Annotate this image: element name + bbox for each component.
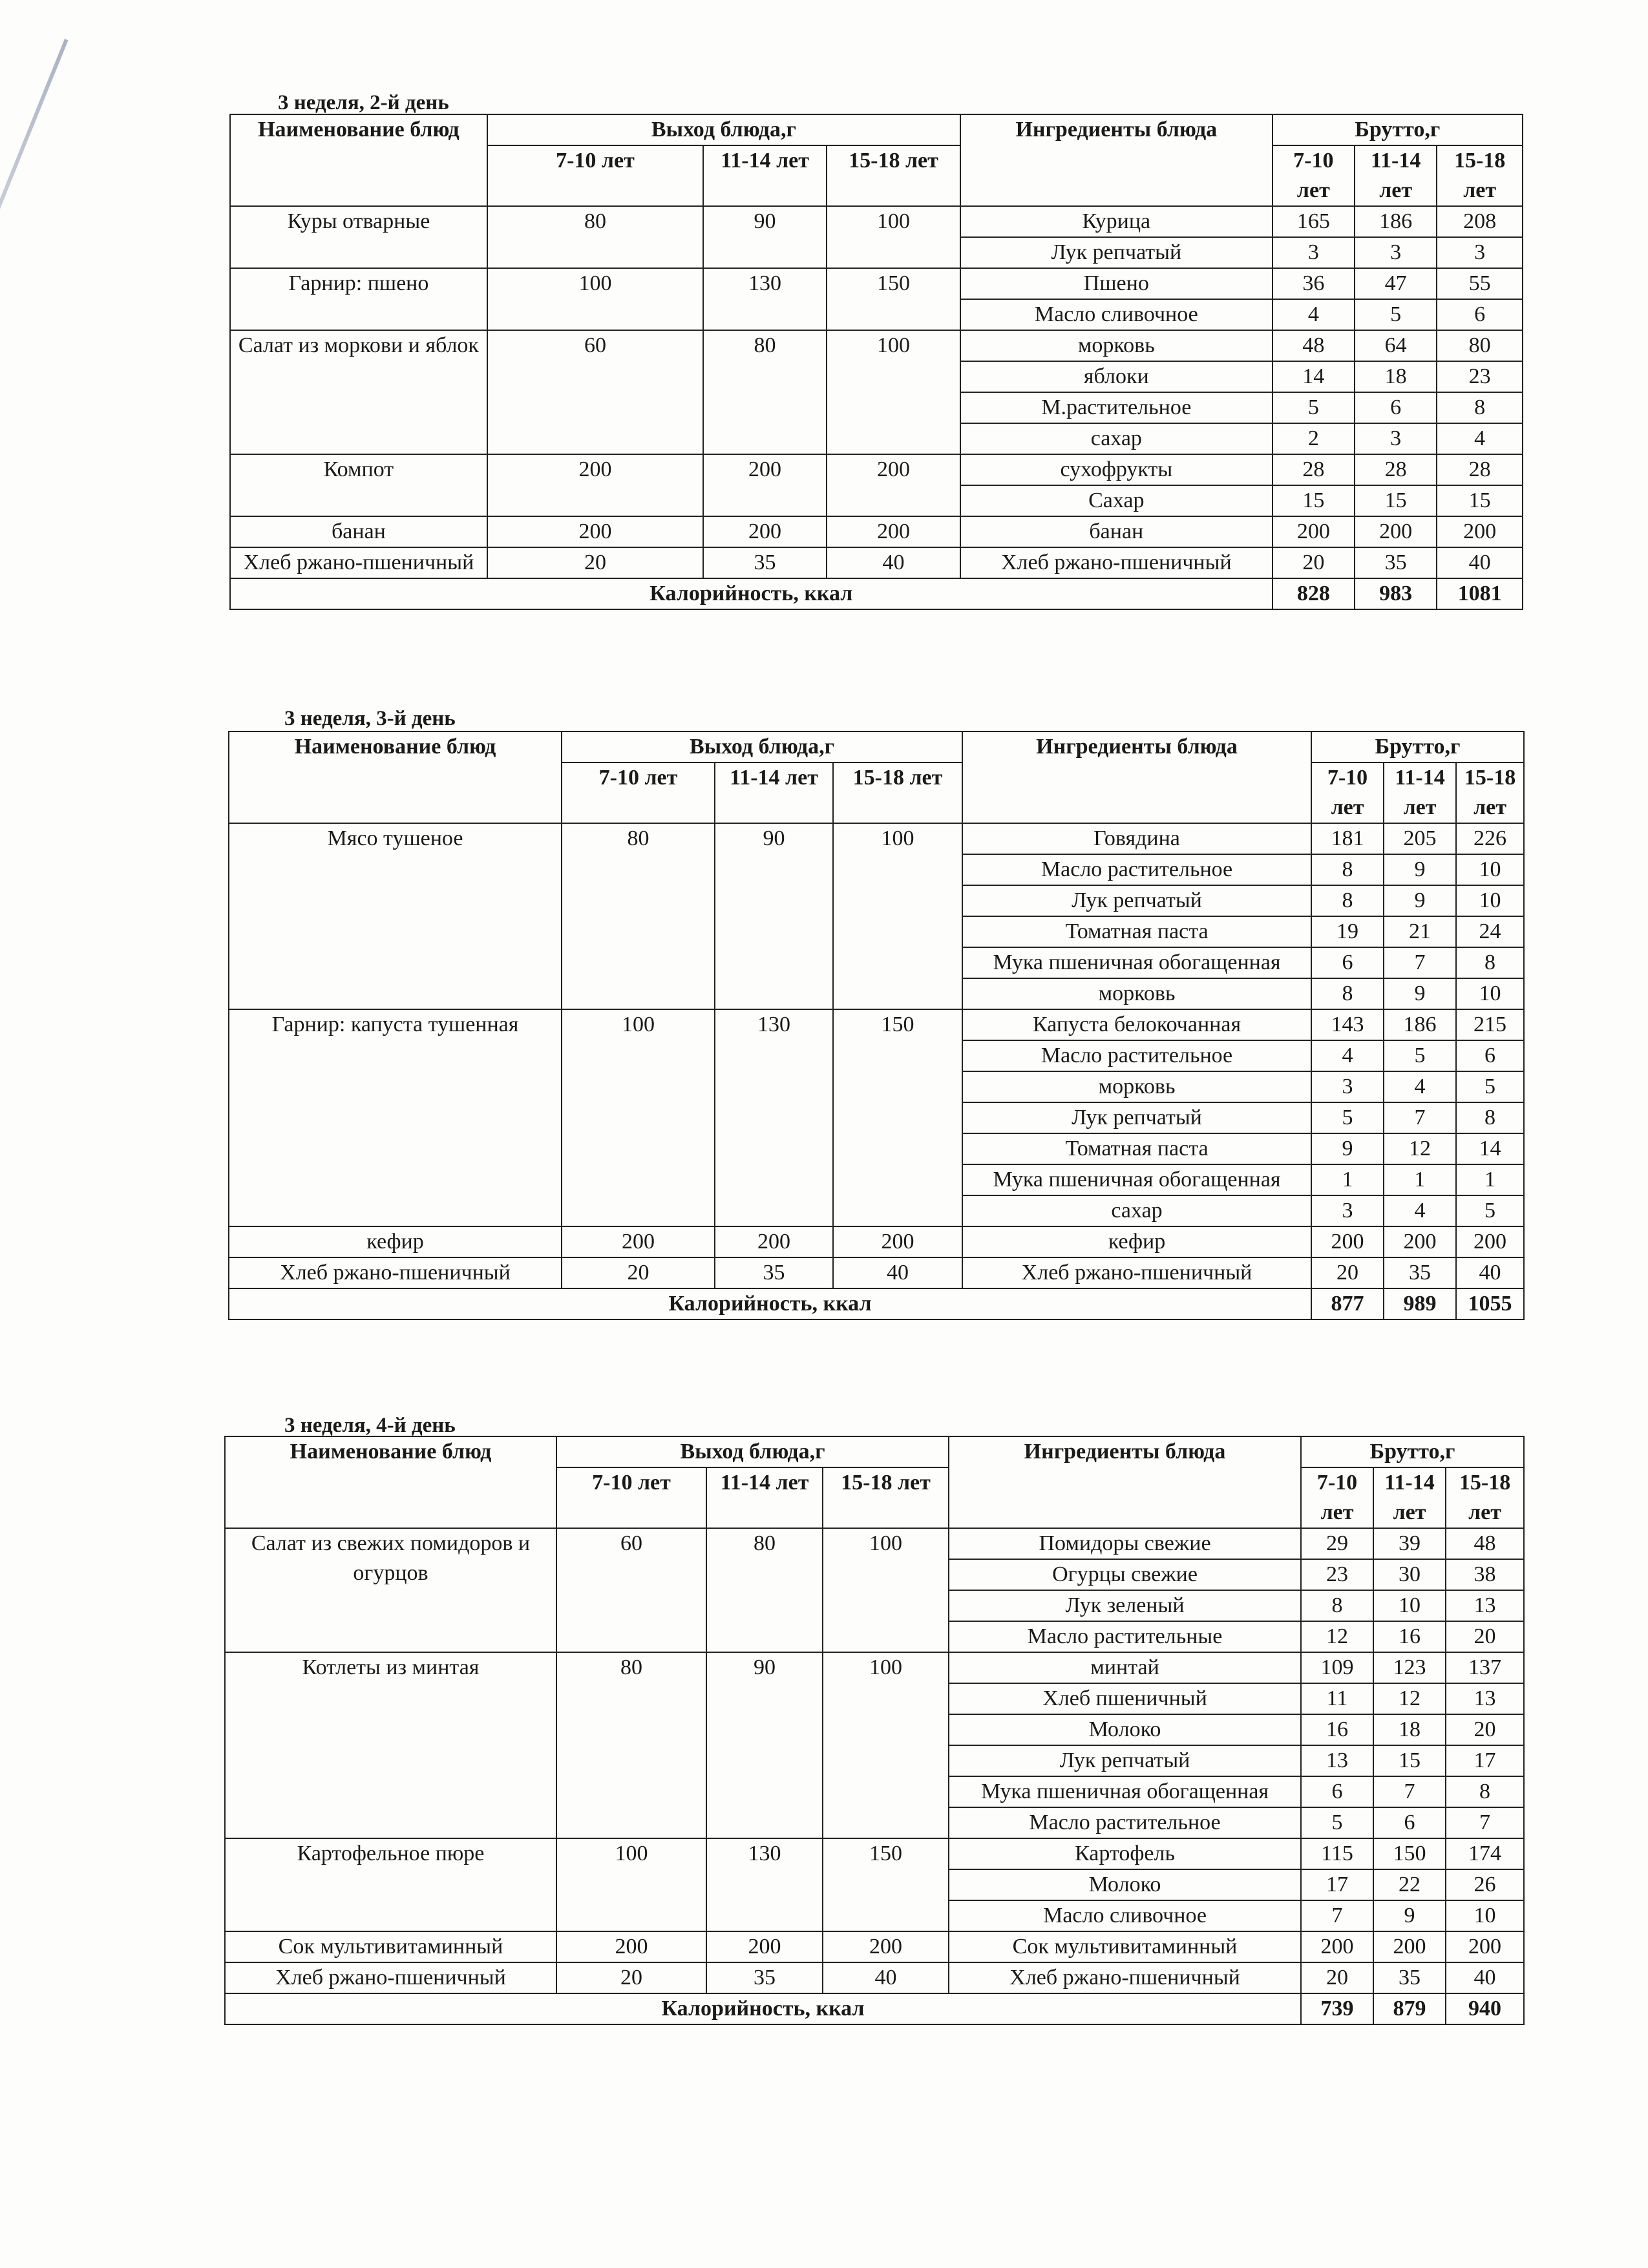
dish-name: Сок мультивитаминный xyxy=(225,1931,556,1962)
ingredient-gross-3: 208 xyxy=(1437,206,1523,237)
ingredient-gross-1: 200 xyxy=(1273,516,1355,547)
ingredient-gross-2: 10 xyxy=(1373,1590,1446,1621)
ingredient-gross-3: 10 xyxy=(1446,1900,1524,1931)
day-title-week3-day3: 3 неделя, 3-й день xyxy=(284,707,456,730)
dish-yield-1: 20 xyxy=(487,547,703,578)
ingredient-gross-1: 6 xyxy=(1311,947,1384,978)
dish-name: Мясо тушеное xyxy=(229,823,562,1009)
header-ingredients: Ингредиенты блюда xyxy=(962,731,1311,823)
ingredient-gross-1: 8 xyxy=(1311,854,1384,885)
ingredient-gross-2: 9 xyxy=(1384,854,1456,885)
dish-yield-1: 200 xyxy=(556,1931,706,1962)
header-yield-age2: 11-14 лет xyxy=(706,1467,823,1528)
dish-yield-2: 130 xyxy=(706,1838,823,1931)
ingredient-name: сахар xyxy=(960,423,1273,454)
ingredient-gross-3: 6 xyxy=(1456,1040,1524,1071)
ingredient-gross-2: 64 xyxy=(1355,330,1437,361)
ingredient-gross-2: 22 xyxy=(1373,1869,1446,1900)
ingredient-gross-3: 38 xyxy=(1446,1559,1524,1590)
ingredient-gross-1: 3 xyxy=(1273,237,1355,268)
dish-yield-2: 35 xyxy=(715,1257,833,1288)
table-row xyxy=(229,1257,1524,1288)
ingredient-gross-3: 26 xyxy=(1446,1869,1524,1900)
ingredient-gross-2: 4 xyxy=(1384,1195,1456,1226)
dish-yield-3: 200 xyxy=(833,1226,962,1257)
header-row xyxy=(225,1436,1524,1467)
header-gross: Брутто,г xyxy=(1311,731,1524,762)
ingredient-gross-2: 18 xyxy=(1355,361,1437,392)
header-dish-name: Наименование блюд xyxy=(229,731,562,823)
ingredient-gross-3: 5 xyxy=(1456,1071,1524,1102)
ingredient-gross-2: 200 xyxy=(1355,516,1437,547)
ingredient-gross-3: 3 xyxy=(1437,237,1523,268)
dish-yield-3: 100 xyxy=(827,206,960,268)
header-ingredients: Ингредиенты блюда xyxy=(960,114,1273,206)
ingredient-name: морковь xyxy=(962,978,1311,1009)
table-row xyxy=(230,454,1523,485)
ingredient-gross-1: 20 xyxy=(1273,547,1355,578)
ingredient-gross-2: 15 xyxy=(1355,485,1437,516)
ingredient-gross-1: 115 xyxy=(1301,1838,1373,1869)
ingredient-gross-2: 150 xyxy=(1373,1838,1446,1869)
total-calories-value: 879 xyxy=(1373,1993,1446,2024)
ingredient-gross-1: 13 xyxy=(1301,1745,1373,1776)
dish-yield-2: 90 xyxy=(706,1652,823,1838)
dish-yield-2: 200 xyxy=(703,454,827,516)
ingredient-gross-2: 15 xyxy=(1373,1745,1446,1776)
dish-yield-2: 200 xyxy=(715,1226,833,1257)
ingredient-name: Лук репчатый xyxy=(962,885,1311,916)
dish-yield-1: 60 xyxy=(556,1528,706,1652)
ingredient-gross-3: 20 xyxy=(1446,1714,1524,1745)
ingredient-gross-2: 186 xyxy=(1384,1009,1456,1040)
ingredient-gross-1: 28 xyxy=(1273,454,1355,485)
ingredient-gross-3: 200 xyxy=(1456,1226,1524,1257)
ingredient-name: Лук зеленый xyxy=(949,1590,1301,1621)
ingredient-gross-2: 200 xyxy=(1373,1931,1446,1962)
ingredient-name: Говядина xyxy=(962,823,1311,854)
ingredient-gross-2: 3 xyxy=(1355,423,1437,454)
ingredient-gross-3: 200 xyxy=(1446,1931,1524,1962)
dish-yield-3: 150 xyxy=(827,268,960,330)
ingredient-gross-2: 5 xyxy=(1384,1040,1456,1071)
ingredient-gross-3: 40 xyxy=(1437,547,1523,578)
dish-yield-3: 40 xyxy=(823,1962,949,1993)
ingredient-gross-3: 28 xyxy=(1437,454,1523,485)
header-yield-age1: 7-10 лет xyxy=(487,145,703,206)
ingredient-name: Сок мультивитаминный xyxy=(949,1931,1301,1962)
ingredient-name: М.растительное xyxy=(960,392,1273,423)
dish-yield-2: 90 xyxy=(715,823,833,1009)
ingredient-gross-2: 30 xyxy=(1373,1559,1446,1590)
dish-yield-2: 35 xyxy=(703,547,827,578)
ingredient-name: Хлеб ржано-пшеничный xyxy=(949,1962,1301,1993)
ingredient-name: морковь xyxy=(962,1071,1311,1102)
header-yield-age3: 15-18 лет xyxy=(833,762,962,823)
ingredient-name: Хлеб ржано-пшеничный xyxy=(962,1257,1311,1288)
ingredient-gross-2: 186 xyxy=(1355,206,1437,237)
table-row xyxy=(229,1009,1524,1040)
header-gross-age1: 7-10 лет xyxy=(1311,762,1384,823)
ingredient-gross-1: 5 xyxy=(1301,1807,1373,1838)
dish-yield-1: 80 xyxy=(487,206,703,268)
header-gross-age3: 15-18 лет xyxy=(1456,762,1524,823)
ingredient-name: Масло сливочное xyxy=(949,1900,1301,1931)
dish-yield-1: 100 xyxy=(487,268,703,330)
ingredient-gross-1: 14 xyxy=(1273,361,1355,392)
table-row xyxy=(225,1962,1524,1993)
ingredient-name: Масло растительные xyxy=(949,1621,1301,1652)
ingredient-gross-3: 20 xyxy=(1446,1621,1524,1652)
day-title-week3-day2: 3 неделя, 2-й день xyxy=(278,91,449,114)
ingredient-gross-1: 48 xyxy=(1273,330,1355,361)
dish-name: Гарнир: пшено xyxy=(230,268,487,330)
ingredient-gross-1: 2 xyxy=(1273,423,1355,454)
ingredient-gross-1: 3 xyxy=(1311,1195,1384,1226)
dish-yield-2: 90 xyxy=(703,206,827,268)
dish-name: Котлеты из минтая xyxy=(225,1652,556,1838)
dish-yield-3: 100 xyxy=(823,1528,949,1652)
dish-yield-1: 20 xyxy=(562,1257,715,1288)
ingredient-name: Курица xyxy=(960,206,1273,237)
ingredient-gross-1: 4 xyxy=(1311,1040,1384,1071)
dish-name: Гарнир: капуста тушенная xyxy=(229,1009,562,1226)
header-yield: Выход блюда,г xyxy=(562,731,962,762)
header-gross-age2: 11-14 лет xyxy=(1384,762,1456,823)
ingredient-gross-1: 36 xyxy=(1273,268,1355,299)
ingredient-gross-3: 8 xyxy=(1446,1776,1524,1807)
dish-yield-2: 200 xyxy=(706,1931,823,1962)
ingredient-name: Мука пшеничная обогащенная xyxy=(949,1776,1301,1807)
header-row xyxy=(229,731,1524,762)
ingredient-gross-2: 9 xyxy=(1384,978,1456,1009)
ingredient-gross-3: 10 xyxy=(1456,978,1524,1009)
ingredient-name: Масло сливочное xyxy=(960,299,1273,330)
ingredient-name: Лук репчатый xyxy=(962,1102,1311,1133)
ingredient-name: минтай xyxy=(949,1652,1301,1683)
ingredient-gross-3: 174 xyxy=(1446,1838,1524,1869)
header-yield-age3: 15-18 лет xyxy=(827,145,960,206)
ingredient-name: Томатная паста xyxy=(962,916,1311,947)
ingredient-gross-2: 5 xyxy=(1355,299,1437,330)
total-calories-value: 1081 xyxy=(1437,578,1523,609)
ingredient-name: Лук репчатый xyxy=(960,237,1273,268)
ingredient-gross-2: 1 xyxy=(1384,1164,1456,1195)
ingredient-gross-3: 14 xyxy=(1456,1133,1524,1164)
ingredient-name: сухофрукты xyxy=(960,454,1273,485)
ingredient-name: Лук репчатый xyxy=(949,1745,1301,1776)
total-calories-label: Калорийность, ккал xyxy=(230,578,1273,609)
ingredient-gross-1: 11 xyxy=(1301,1683,1373,1714)
dish-yield-2: 130 xyxy=(715,1009,833,1226)
ingredient-name: Помидоры свежие xyxy=(949,1528,1301,1559)
ingredient-gross-3: 55 xyxy=(1437,268,1523,299)
dish-yield-1: 200 xyxy=(562,1226,715,1257)
ingredient-gross-1: 5 xyxy=(1311,1102,1384,1133)
ingredient-gross-2: 9 xyxy=(1384,885,1456,916)
menu-table-week3-day2 xyxy=(229,114,1523,610)
header-gross-age2: 11-14 лет xyxy=(1355,145,1437,206)
ingredient-name: Масло растительное xyxy=(949,1807,1301,1838)
dish-name: Картофельное пюре xyxy=(225,1838,556,1931)
ingredient-gross-1: 8 xyxy=(1311,885,1384,916)
ingredient-gross-3: 13 xyxy=(1446,1590,1524,1621)
dish-yield-1: 20 xyxy=(556,1962,706,1993)
ingredient-gross-1: 8 xyxy=(1311,978,1384,1009)
dish-yield-1: 100 xyxy=(562,1009,715,1226)
ingredient-gross-3: 137 xyxy=(1446,1652,1524,1683)
ingredient-gross-3: 6 xyxy=(1437,299,1523,330)
table-row xyxy=(230,547,1523,578)
header-dish-name: Наименование блюд xyxy=(230,114,487,206)
ingredient-gross-3: 15 xyxy=(1437,485,1523,516)
ingredient-gross-2: 12 xyxy=(1373,1683,1446,1714)
total-calories-value: 983 xyxy=(1355,578,1437,609)
dish-yield-1: 100 xyxy=(556,1838,706,1931)
ingredient-gross-1: 200 xyxy=(1311,1226,1384,1257)
header-gross: Брутто,г xyxy=(1301,1436,1524,1467)
ingredient-gross-3: 5 xyxy=(1456,1195,1524,1226)
total-calories-value: 989 xyxy=(1384,1288,1456,1319)
ingredient-name: Мука пшеничная обогащенная xyxy=(962,947,1311,978)
dish-yield-1: 200 xyxy=(487,454,703,516)
ingredient-gross-1: 16 xyxy=(1301,1714,1373,1745)
ingredient-name: Масло растительное xyxy=(962,854,1311,885)
header-yield-age1: 7-10 лет xyxy=(562,762,715,823)
header-gross-age2: 11-14 лет xyxy=(1373,1467,1446,1528)
ingredient-gross-2: 7 xyxy=(1384,947,1456,978)
ingredient-name: Капуста белокочанная xyxy=(962,1009,1311,1040)
ingredient-name: сахар xyxy=(962,1195,1311,1226)
ingredient-gross-2: 4 xyxy=(1384,1071,1456,1102)
day-title-week3-day4: 3 неделя, 4-й день xyxy=(284,1414,456,1437)
dish-yield-3: 100 xyxy=(833,823,962,1009)
dish-name: Хлеб ржано-пшеничный xyxy=(225,1962,556,1993)
ingredient-name: кефир xyxy=(962,1226,1311,1257)
ingredient-gross-1: 6 xyxy=(1301,1776,1373,1807)
ingredient-gross-1: 15 xyxy=(1273,485,1355,516)
dish-yield-2: 80 xyxy=(703,330,827,454)
ingredient-gross-3: 8 xyxy=(1456,1102,1524,1133)
header-gross-age1: 7-10 лет xyxy=(1301,1467,1373,1528)
ingredient-gross-1: 8 xyxy=(1301,1590,1373,1621)
ingredient-gross-2: 9 xyxy=(1373,1900,1446,1931)
ingredient-name: Огурцы свежие xyxy=(949,1559,1301,1590)
dish-yield-1: 80 xyxy=(562,823,715,1009)
header-row xyxy=(230,114,1523,145)
table-row xyxy=(230,516,1523,547)
ingredient-gross-1: 1 xyxy=(1311,1164,1384,1195)
dish-name: Хлеб ржано-пшеничный xyxy=(230,547,487,578)
ingredient-gross-2: 35 xyxy=(1384,1257,1456,1288)
menu-table-week3-day4 xyxy=(224,1436,1525,2025)
ingredient-gross-1: 109 xyxy=(1301,1652,1373,1683)
total-row xyxy=(225,1993,1524,2024)
ingredient-gross-2: 35 xyxy=(1373,1962,1446,1993)
ingredient-gross-1: 9 xyxy=(1311,1133,1384,1164)
ingredient-gross-3: 7 xyxy=(1446,1807,1524,1838)
ingredient-gross-3: 80 xyxy=(1437,330,1523,361)
ingredient-gross-3: 40 xyxy=(1446,1962,1524,1993)
total-calories-value: 1055 xyxy=(1456,1288,1524,1319)
ingredient-name: банан xyxy=(960,516,1273,547)
header-gross: Брутто,г xyxy=(1273,114,1523,145)
table-row xyxy=(230,206,1523,237)
ingredient-gross-1: 19 xyxy=(1311,916,1384,947)
ingredient-gross-1: 12 xyxy=(1301,1621,1373,1652)
ingredient-gross-1: 200 xyxy=(1301,1931,1373,1962)
ingredient-gross-2: 200 xyxy=(1384,1226,1456,1257)
ingredient-name: Молоко xyxy=(949,1869,1301,1900)
dish-yield-2: 200 xyxy=(703,516,827,547)
table-row xyxy=(225,1838,1524,1869)
dish-yield-3: 150 xyxy=(823,1838,949,1931)
dish-yield-1: 60 xyxy=(487,330,703,454)
table-row xyxy=(225,1652,1524,1683)
ingredient-gross-3: 23 xyxy=(1437,361,1523,392)
ingredient-gross-1: 23 xyxy=(1301,1559,1373,1590)
ingredient-gross-3: 10 xyxy=(1456,885,1524,916)
ingredient-gross-1: 3 xyxy=(1311,1071,1384,1102)
ingredient-gross-3: 13 xyxy=(1446,1683,1524,1714)
header-ingredients: Ингредиенты блюда xyxy=(949,1436,1301,1528)
header-dish-name: Наименование блюд xyxy=(225,1436,556,1528)
table-row xyxy=(230,330,1523,361)
table-row xyxy=(225,1931,1524,1962)
total-calories-label: Калорийность, ккал xyxy=(229,1288,1311,1319)
ingredient-gross-2: 47 xyxy=(1355,268,1437,299)
ingredient-gross-1: 4 xyxy=(1273,299,1355,330)
table-row xyxy=(225,1528,1524,1559)
header-yield: Выход блюда,г xyxy=(556,1436,949,1467)
table-row xyxy=(230,268,1523,299)
ingredient-name: Томатная паста xyxy=(962,1133,1311,1164)
ingredient-name: Хлеб ржано-пшеничный xyxy=(960,547,1273,578)
ingredient-gross-1: 143 xyxy=(1311,1009,1384,1040)
ingredient-gross-3: 8 xyxy=(1437,392,1523,423)
dish-yield-1: 200 xyxy=(487,516,703,547)
ingredient-gross-3: 10 xyxy=(1456,854,1524,885)
ingredient-gross-2: 123 xyxy=(1373,1652,1446,1683)
ingredient-gross-1: 17 xyxy=(1301,1869,1373,1900)
ingredient-gross-3: 24 xyxy=(1456,916,1524,947)
ingredient-gross-3: 48 xyxy=(1446,1528,1524,1559)
ingredient-gross-3: 1 xyxy=(1456,1164,1524,1195)
header-gross-age3: 15-18 лет xyxy=(1437,145,1523,206)
ingredient-gross-2: 28 xyxy=(1355,454,1437,485)
header-yield-age2: 11-14 лет xyxy=(715,762,833,823)
dish-name: кефир xyxy=(229,1226,562,1257)
menu-table-week3-day3 xyxy=(228,731,1525,1320)
dish-yield-3: 100 xyxy=(827,330,960,454)
total-calories-label: Калорийность, ккал xyxy=(225,1993,1301,2024)
total-calories-value: 940 xyxy=(1446,1993,1524,2024)
ingredient-name: Масло растительное xyxy=(962,1040,1311,1071)
table-row xyxy=(229,823,1524,854)
dish-yield-3: 40 xyxy=(827,547,960,578)
ingredient-gross-2: 7 xyxy=(1384,1102,1456,1133)
dish-name: Салат из свежих помидоров и огурцов xyxy=(225,1528,556,1652)
scan-pen-mark xyxy=(0,39,69,244)
ingredient-gross-2: 18 xyxy=(1373,1714,1446,1745)
dish-name: Хлеб ржано-пшеничный xyxy=(229,1257,562,1288)
ingredient-gross-2: 16 xyxy=(1373,1621,1446,1652)
dish-yield-3: 200 xyxy=(827,516,960,547)
header-gross-age1: 7-10 лет xyxy=(1273,145,1355,206)
ingredient-gross-3: 8 xyxy=(1456,947,1524,978)
ingredient-gross-3: 200 xyxy=(1437,516,1523,547)
ingredient-gross-2: 35 xyxy=(1355,547,1437,578)
ingredient-gross-2: 6 xyxy=(1373,1807,1446,1838)
dish-name: Куры отварные xyxy=(230,206,487,268)
ingredient-gross-1: 165 xyxy=(1273,206,1355,237)
dish-yield-3: 150 xyxy=(833,1009,962,1226)
dish-name: Компот xyxy=(230,454,487,516)
header-yield-age2: 11-14 лет xyxy=(703,145,827,206)
ingredient-gross-3: 17 xyxy=(1446,1745,1524,1776)
ingredient-gross-2: 7 xyxy=(1373,1776,1446,1807)
ingredient-name: Пшено xyxy=(960,268,1273,299)
total-row xyxy=(230,578,1523,609)
ingredient-gross-2: 205 xyxy=(1384,823,1456,854)
ingredient-gross-1: 7 xyxy=(1301,1900,1373,1931)
ingredient-name: Мука пшеничная обогащенная xyxy=(962,1164,1311,1195)
ingredient-gross-1: 20 xyxy=(1311,1257,1384,1288)
dish-yield-2: 130 xyxy=(703,268,827,330)
dish-yield-2: 35 xyxy=(706,1962,823,1993)
dish-yield-1: 80 xyxy=(556,1652,706,1838)
ingredient-name: Картофель xyxy=(949,1838,1301,1869)
dish-yield-2: 80 xyxy=(706,1528,823,1652)
ingredient-gross-1: 20 xyxy=(1301,1962,1373,1993)
header-yield-age1: 7-10 лет xyxy=(556,1467,706,1528)
header-yield: Выход блюда,г xyxy=(487,114,960,145)
ingredient-gross-2: 21 xyxy=(1384,916,1456,947)
ingredient-gross-2: 3 xyxy=(1355,237,1437,268)
ingredient-gross-2: 39 xyxy=(1373,1528,1446,1559)
ingredient-gross-1: 29 xyxy=(1301,1528,1373,1559)
dish-yield-3: 200 xyxy=(827,454,960,516)
ingredient-name: морковь xyxy=(960,330,1273,361)
ingredient-name: яблоки xyxy=(960,361,1273,392)
dish-yield-3: 100 xyxy=(823,1652,949,1838)
total-calories-value: 877 xyxy=(1311,1288,1384,1319)
ingredient-gross-1: 181 xyxy=(1311,823,1384,854)
dish-name: Салат из моркови и яблок xyxy=(230,330,487,454)
table-row xyxy=(229,1226,1524,1257)
dish-name: банан xyxy=(230,516,487,547)
ingredient-name: Хлеб пшеничный xyxy=(949,1683,1301,1714)
header-gross-age3: 15-18 лет xyxy=(1446,1467,1524,1528)
total-calories-value: 828 xyxy=(1273,578,1355,609)
total-row xyxy=(229,1288,1524,1319)
ingredient-gross-2: 6 xyxy=(1355,392,1437,423)
dish-yield-3: 40 xyxy=(833,1257,962,1288)
ingredient-gross-3: 4 xyxy=(1437,423,1523,454)
ingredient-gross-2: 12 xyxy=(1384,1133,1456,1164)
ingredient-name: Сахар xyxy=(960,485,1273,516)
ingredient-gross-1: 5 xyxy=(1273,392,1355,423)
ingredient-gross-3: 40 xyxy=(1456,1257,1524,1288)
total-calories-value: 739 xyxy=(1301,1993,1373,2024)
ingredient-name: Молоко xyxy=(949,1714,1301,1745)
ingredient-gross-3: 215 xyxy=(1456,1009,1524,1040)
ingredient-gross-3: 226 xyxy=(1456,823,1524,854)
dish-yield-3: 200 xyxy=(823,1931,949,1962)
header-yield-age3: 15-18 лет xyxy=(823,1467,949,1528)
